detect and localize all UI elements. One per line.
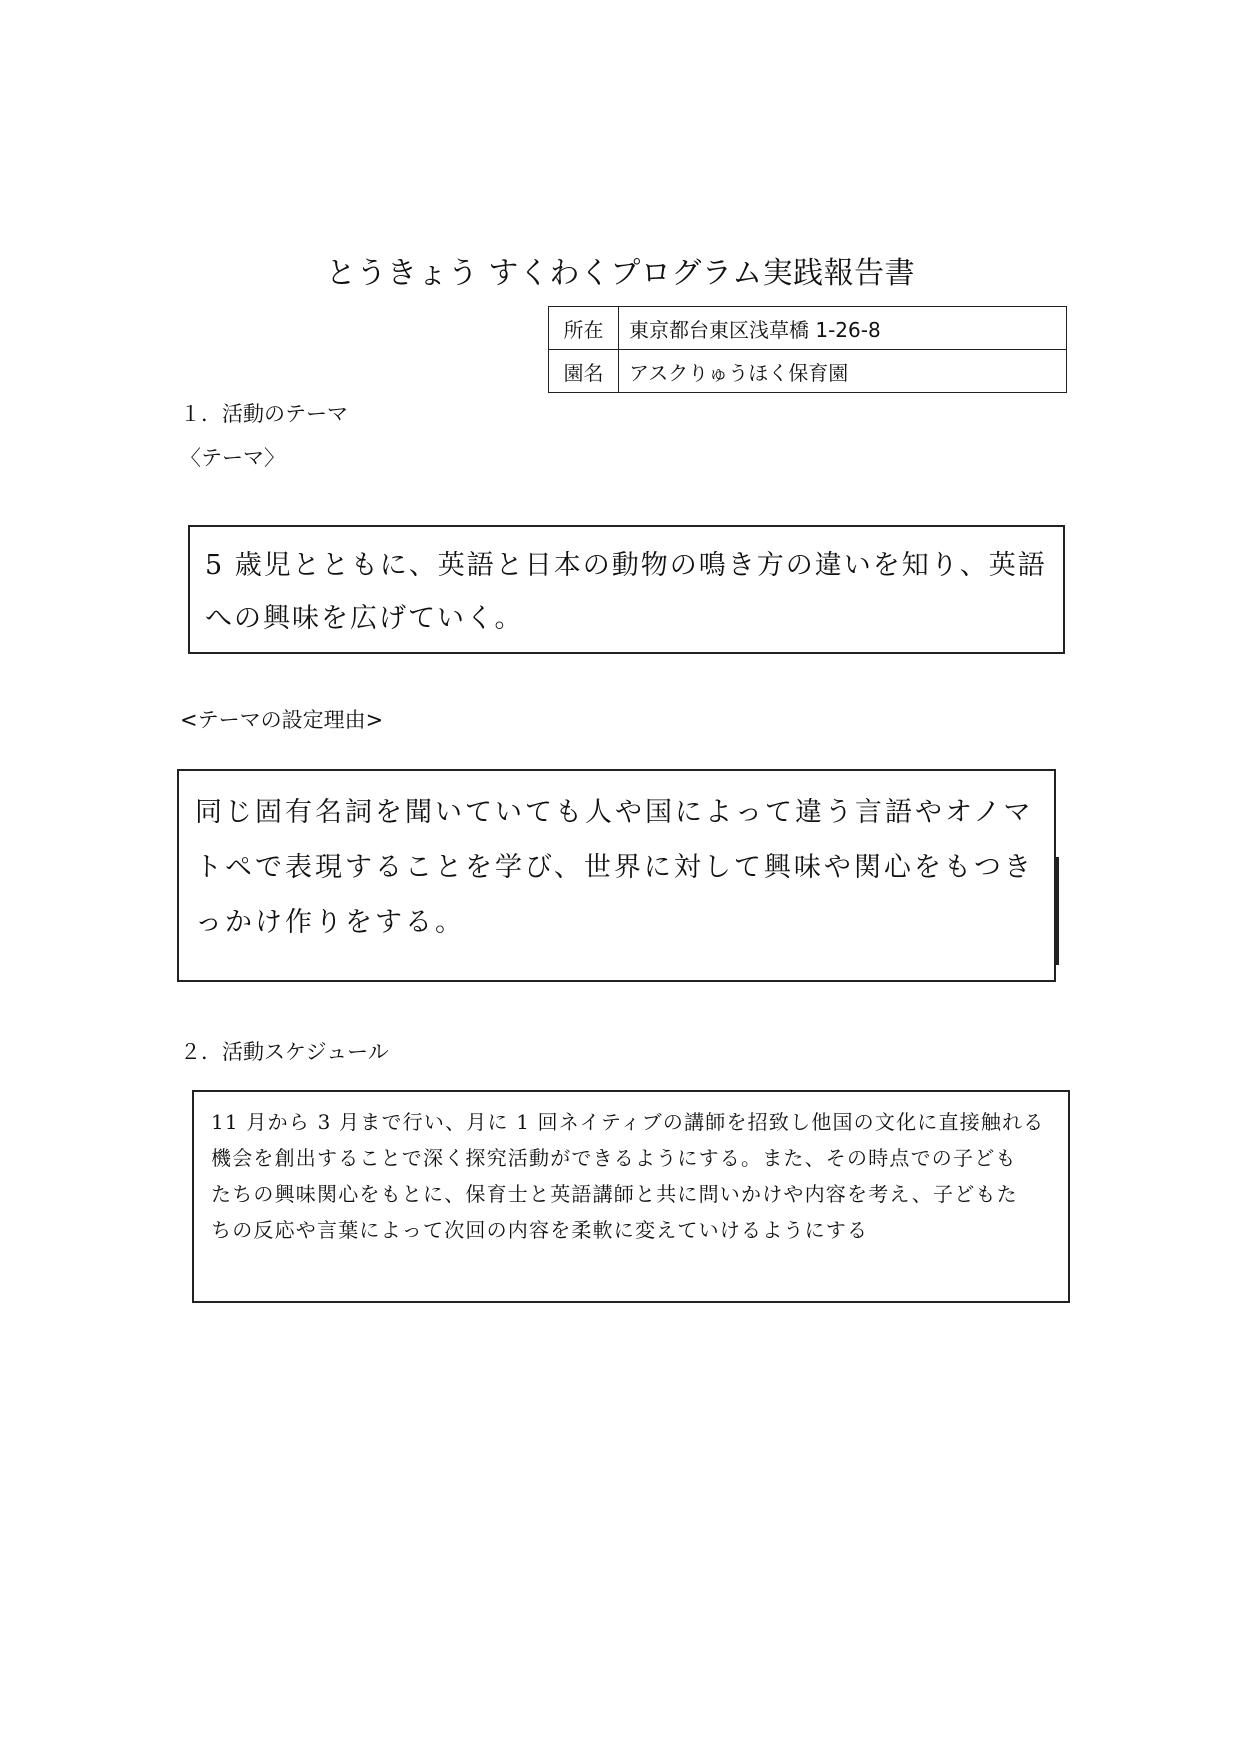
location-value: 東京都台東区浅草橋 1-26-8 — [619, 307, 1067, 350]
theme-box — [188, 525, 1065, 654]
schedule-line: 11 月から 3 月まで行い、月に 1 回ネイティブの講師を招致し他国の文化に直接触れる — [211, 1110, 1045, 1134]
facility-name-label: 園名 — [549, 350, 619, 393]
reason-line: トペで表現することを学び、世界に対して興味や関心をもつき — [195, 852, 1034, 883]
reason-label: <テーマの設定理由> — [180, 708, 384, 732]
reason-line: っかけ作りをする。 — [195, 907, 465, 938]
schedule-box — [192, 1090, 1070, 1303]
theme-line: への興味を広げていく。 — [205, 603, 524, 634]
location-label: 所在 — [549, 307, 619, 350]
theme-reason-box — [177, 769, 1056, 982]
facility-info-table — [548, 306, 1067, 393]
reason-line: 同じ固有名詞を聞いていても人や国によって違う言語やオノマ — [195, 797, 1034, 828]
schedule-line: ちの反応や言葉によって次回の内容を柔軟に変えていけるようにする — [211, 1218, 869, 1242]
schedule-line: 機会を創出することで深く探究活動ができるようにする。また、その時点での子ども — [211, 1146, 1017, 1170]
facility-name-value: アスクりゅうほく保育園 — [619, 350, 1067, 393]
schedule-line: たちの興味関心をもとに、保育士と英語講師と共に問いかけや内容を考え、子どもた — [211, 1182, 1018, 1206]
page-title: とうきょう すくわくプログラム実践報告書 — [325, 256, 916, 291]
table-row — [549, 350, 1067, 393]
section-2-heading: ２．活動スケジュール — [180, 1040, 389, 1064]
border-edge-mark — [1056, 857, 1059, 965]
section-1-heading: １．活動のテーマ — [180, 402, 348, 426]
table-row — [549, 307, 1067, 350]
theme-line: 5 歳児とともに、英語と日本の動物の鳴き方の違いを知り、英語 — [205, 550, 1047, 581]
theme-label: 〈テーマ〉 — [180, 446, 285, 470]
